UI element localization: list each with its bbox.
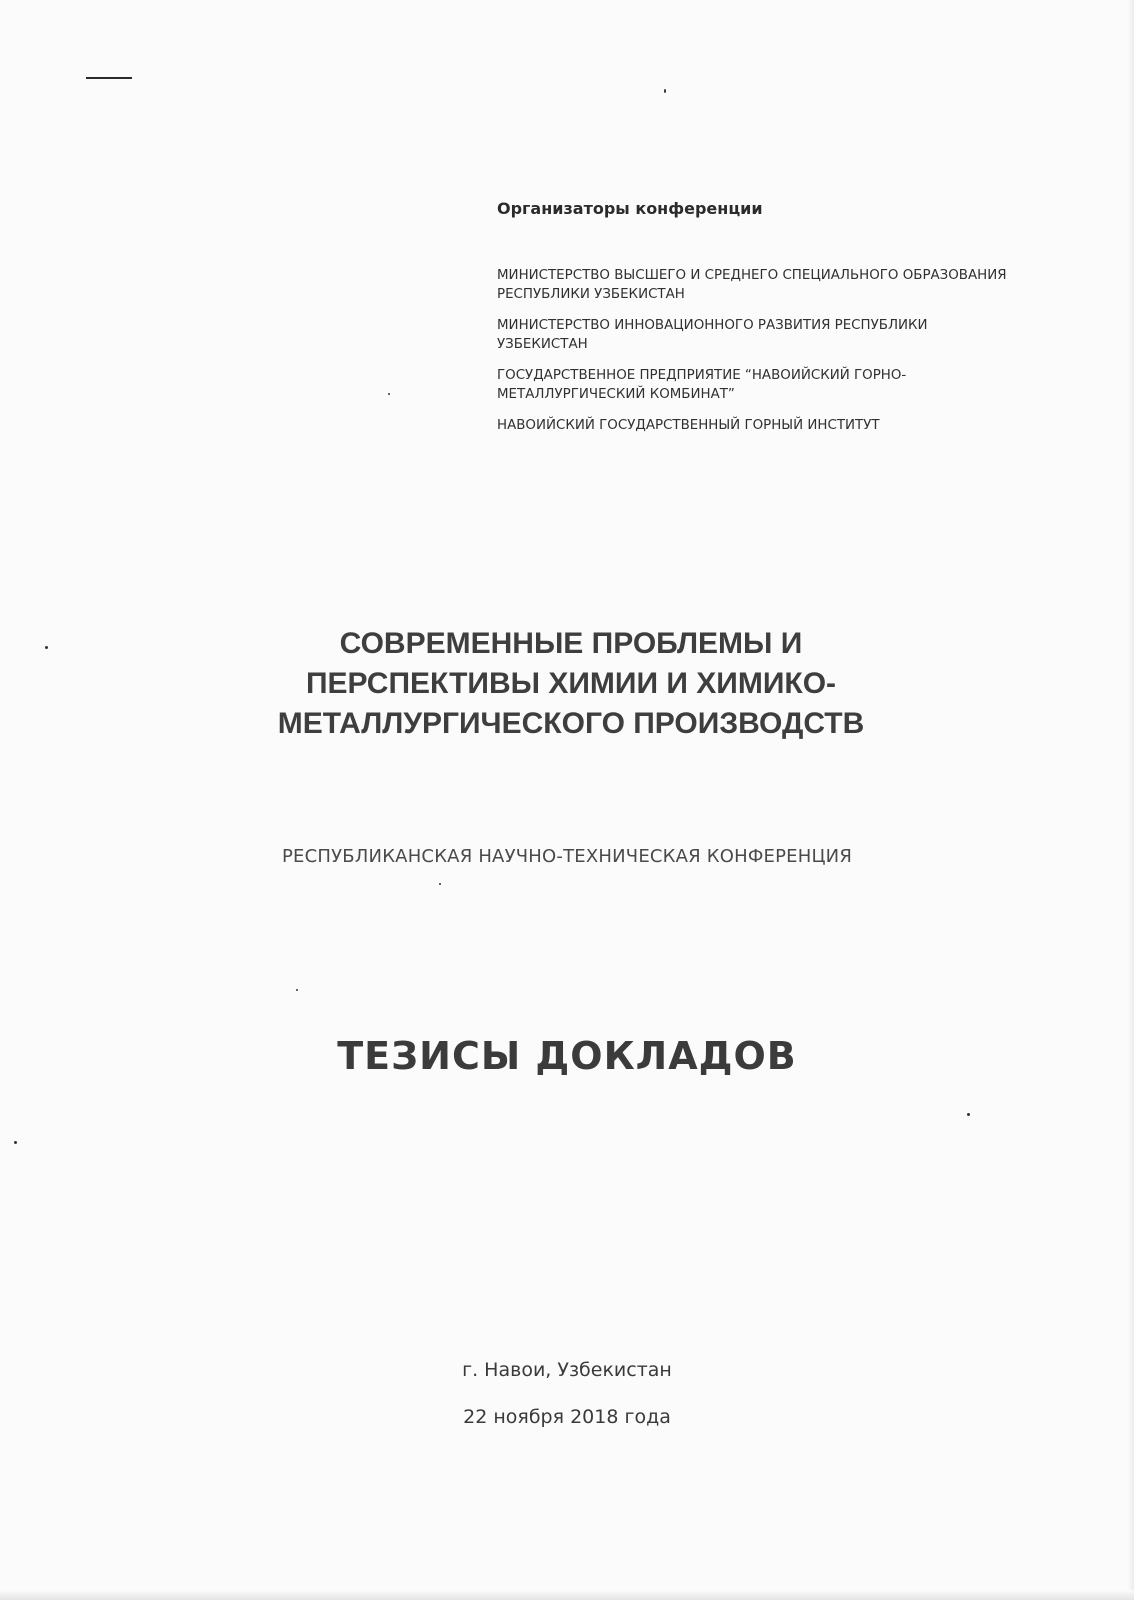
organizers-list [497,266,1017,447]
scan-speck [14,1141,17,1144]
organizers-heading: Организаторы конференции [497,199,763,218]
scan-edge-bottom [0,1590,1134,1600]
title-line: МЕТАЛЛУРГИЧЕСКОГО ПРОИЗВОДСТВ [277,707,865,740]
scan-speck [388,393,390,395]
organizer-item: ГОСУДАРСТВЕННОЕ ПРЕДПРИЯТИЕ “НАВОИЙСКИЙ ГОРНО-МЕТАЛЛУРГИЧЕСКИЙ КОМБИНАТ” [497,368,907,402]
conference-type: РЕСПУБЛИКАНСКАЯ НАУЧНО-ТЕХНИЧЕСКАЯ КОНФЕРЕНЦИЯ [281,846,853,867]
conference-title [170,624,972,744]
scan-speck [439,883,441,885]
conference-place: г. Навои, Узбекистан [462,1359,672,1381]
conference-date: 22 ноября 2018 года [463,1406,671,1428]
organizer-item: МИНИСТЕРСТВО ВЫСШЕГО И СРЕДНЕГО СПЕЦИАЛЬНОГО ОБРАЗОВАНИЯ РЕСПУБЛИКИ УЗБЕКИСТАН [497,268,1007,302]
title-line: ПЕРСПЕКТИВЫ ХИМИИ И ХИМИКО- [305,667,837,700]
scan-edge-right [1128,0,1134,1600]
scan-speck [45,646,48,649]
organizer-item: МИНИСТЕРСТВО ИННОВАЦИОННОГО РАЗВИТИЯ РЕСПУБЛИКИ УЗБЕКИСТАН [497,318,928,352]
scan-speck [664,89,666,93]
scan-speck [967,1113,970,1116]
title-line: СОВРЕМЕННЫЕ ПРОБЛЕМЫ И [339,627,803,660]
scan-mark-dash [86,77,132,79]
abstracts-title: ТЕЗИСЫ ДОКЛАДОВ [337,1034,797,1078]
organizer-item: НАВОИЙСКИЙ ГОСУДАРСТВЕННЫЙ ГОРНЫЙ ИНСТИТУТ [497,418,880,433]
scan-speck [296,989,298,991]
